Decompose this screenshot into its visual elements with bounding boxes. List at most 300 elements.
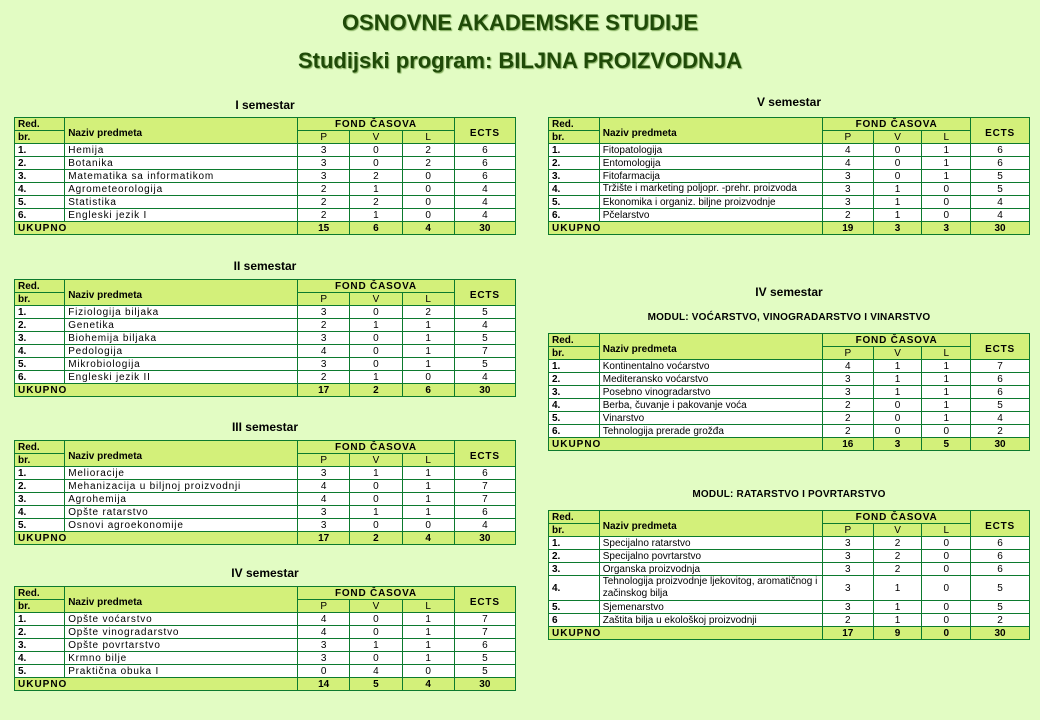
table-row <box>549 170 1030 183</box>
ects-value: 6 <box>971 563 1030 576</box>
header-red-line1: Red. <box>15 441 65 454</box>
hours-p: 4 <box>298 613 350 626</box>
subject-name: Specijalno povrtarstvo <box>599 550 822 563</box>
hours-p: 4 <box>298 345 350 358</box>
total-ects: 30 <box>971 627 1030 640</box>
header-ects: ECTS <box>454 118 515 144</box>
total-row <box>15 678 516 691</box>
header-ects: ECTS <box>971 118 1030 144</box>
table-row <box>549 601 1030 614</box>
table-row <box>15 170 516 183</box>
semester-5-title: V semestar <box>756 95 822 109</box>
header-fond-casova: FOND ČASOVA <box>298 118 455 131</box>
header-l: L <box>402 131 454 144</box>
ects-value: 5 <box>454 665 515 678</box>
ects-value: 6 <box>454 157 515 170</box>
table-row <box>15 157 516 170</box>
total-l: 6 <box>402 384 454 397</box>
header-v: V <box>873 131 922 144</box>
table-row <box>549 157 1030 170</box>
table-row <box>549 563 1030 576</box>
subject-name: Agrometeorologija <box>65 183 298 196</box>
total-ects: 30 <box>971 222 1030 235</box>
header-v: V <box>873 347 922 360</box>
hours-p: 2 <box>822 425 873 438</box>
subject-name: Pedologija <box>65 345 298 358</box>
row-number: 3. <box>15 639 65 652</box>
row-number: 4. <box>549 576 600 601</box>
ects-value: 7 <box>454 626 515 639</box>
header-fond-casova: FOND ČASOVA <box>298 280 455 293</box>
row-number: 3. <box>549 386 600 399</box>
row-number: 2. <box>15 319 65 332</box>
hours-v: 1 <box>873 386 922 399</box>
table-row <box>549 425 1030 438</box>
header-p: P <box>298 131 350 144</box>
row-number: 2. <box>549 550 600 563</box>
table-row <box>15 371 516 384</box>
hours-v: 1 <box>350 467 402 480</box>
hours-l: 1 <box>402 480 454 493</box>
hours-v: 0 <box>350 306 402 319</box>
hours-p: 4 <box>298 626 350 639</box>
header-row <box>549 118 1030 131</box>
row-number: 2. <box>15 626 65 639</box>
header-red-line1: Red. <box>549 118 600 131</box>
table-row <box>15 306 516 319</box>
ects-value: 6 <box>454 467 515 480</box>
total-p: 17 <box>822 627 873 640</box>
row-number: 6. <box>15 371 65 384</box>
ects-value: 6 <box>454 506 515 519</box>
row-number: 4. <box>15 345 65 358</box>
hours-p: 3 <box>298 170 350 183</box>
ects-value: 4 <box>454 519 515 532</box>
hours-p: 4 <box>822 157 873 170</box>
subject-name: Vinarstvo <box>599 412 822 425</box>
header-row <box>15 118 516 131</box>
header-l: L <box>402 454 454 467</box>
total-row <box>15 222 516 235</box>
hours-v: 0 <box>350 626 402 639</box>
hours-v: 1 <box>873 373 922 386</box>
header-fond-casova: FOND ČASOVA <box>822 118 970 131</box>
hours-v: 2 <box>350 196 402 209</box>
header-subject-name: Naziv predmeta <box>65 587 298 613</box>
hours-v: 1 <box>873 209 922 222</box>
table-row <box>15 626 516 639</box>
ects-value: 4 <box>971 412 1030 425</box>
subject-name: Mediteransko voćarstvo <box>599 373 822 386</box>
subject-name: Botanika <box>65 157 298 170</box>
subject-name: Zaštita bilja u ekološkoj proizvodnji <box>599 614 822 627</box>
hours-l: 0 <box>922 209 971 222</box>
hours-v: 1 <box>350 319 402 332</box>
subject-name: Krmno bilje <box>65 652 298 665</box>
row-number: 5. <box>15 196 65 209</box>
ects-value: 5 <box>971 601 1030 614</box>
table-row <box>549 576 1030 601</box>
total-p: 15 <box>298 222 350 235</box>
semester-4-table <box>14 586 516 691</box>
hours-l: 1 <box>402 613 454 626</box>
ects-value: 6 <box>971 537 1030 550</box>
ects-value: 6 <box>971 373 1030 386</box>
header-subject-name: Naziv predmeta <box>65 441 298 467</box>
row-number: 2. <box>549 157 600 170</box>
row-number: 3. <box>549 170 600 183</box>
table-row <box>549 196 1030 209</box>
table-row <box>15 183 516 196</box>
hours-p: 2 <box>822 412 873 425</box>
total-p: 14 <box>298 678 350 691</box>
hours-l: 1 <box>402 639 454 652</box>
total-label: UKUPNO <box>15 678 298 691</box>
subject-name: Mehanizacija u biljnoj proizvodnji <box>65 480 298 493</box>
hours-p: 2 <box>822 614 873 627</box>
header-v: V <box>350 293 402 306</box>
header-red-line1: Red. <box>15 118 65 131</box>
table-row <box>15 639 516 652</box>
header-red-line2: br. <box>15 293 65 306</box>
total-l: 0 <box>922 627 971 640</box>
hours-v: 0 <box>350 480 402 493</box>
table-row <box>549 399 1030 412</box>
hours-p: 2 <box>298 183 350 196</box>
hours-p: 3 <box>298 157 350 170</box>
row-number: 3. <box>15 170 65 183</box>
hours-l: 1 <box>402 332 454 345</box>
total-row <box>549 627 1030 640</box>
row-number: 5. <box>15 519 65 532</box>
subject-name: Pčelarstvo <box>599 209 822 222</box>
table-row <box>15 493 516 506</box>
table-row <box>15 506 516 519</box>
semester-3-title: III semestar <box>231 420 299 434</box>
row-number: 5. <box>15 358 65 371</box>
row-number: 2. <box>15 480 65 493</box>
row-number: 5. <box>549 196 600 209</box>
table-row <box>549 360 1030 373</box>
total-p: 19 <box>822 222 873 235</box>
subject-name: Opšte vinogradarstvo <box>65 626 298 639</box>
ects-value: 4 <box>454 319 515 332</box>
total-v: 5 <box>350 678 402 691</box>
header-subject-name: Naziv predmeta <box>65 280 298 306</box>
hours-v: 1 <box>350 639 402 652</box>
hours-v: 1 <box>873 576 922 601</box>
header-red-line1: Red. <box>549 334 600 347</box>
hours-p: 3 <box>822 373 873 386</box>
row-number: 6 <box>549 614 600 627</box>
table-row <box>15 332 516 345</box>
table-row <box>15 319 516 332</box>
total-label: UKUPNO <box>549 222 823 235</box>
hours-v: 0 <box>350 332 402 345</box>
hours-v: 2 <box>873 537 922 550</box>
semester-5-table <box>548 117 1030 235</box>
ects-value: 5 <box>971 170 1030 183</box>
header-row <box>549 334 1030 347</box>
semester-1-title: I semestar <box>235 98 295 112</box>
ects-value: 6 <box>971 144 1030 157</box>
ects-value: 6 <box>454 639 515 652</box>
total-ects: 30 <box>454 532 515 545</box>
hours-p: 3 <box>298 519 350 532</box>
hours-p: 3 <box>298 144 350 157</box>
header-row <box>15 441 516 454</box>
hours-l: 1 <box>402 345 454 358</box>
hours-p: 2 <box>298 371 350 384</box>
subject-name: Osnovi agroekonomije <box>65 519 298 532</box>
hours-p: 3 <box>298 467 350 480</box>
hours-p: 2 <box>298 319 350 332</box>
row-number: 1. <box>549 144 600 157</box>
header-v: V <box>350 131 402 144</box>
table-row <box>15 613 516 626</box>
subject-name: Ekonomika i organiz. biljne proizvodnje <box>599 196 822 209</box>
hours-p: 2 <box>822 399 873 412</box>
row-number: 3. <box>15 332 65 345</box>
hours-p: 3 <box>298 639 350 652</box>
row-number: 6. <box>549 425 600 438</box>
table-row <box>15 652 516 665</box>
row-number: 1. <box>15 467 65 480</box>
hours-l: 1 <box>922 157 971 170</box>
row-number: 4. <box>15 183 65 196</box>
ects-value: 2 <box>971 425 1030 438</box>
header-ects: ECTS <box>454 280 515 306</box>
total-v: 2 <box>350 384 402 397</box>
hours-p: 2 <box>298 196 350 209</box>
ects-value: 7 <box>971 360 1030 373</box>
subject-name: Fitofarmacija <box>599 170 822 183</box>
hours-p: 4 <box>822 144 873 157</box>
page-subtitle: Studijski program: BILJNA PROIZVODNJA <box>297 48 743 73</box>
total-label: UKUPNO <box>15 222 298 235</box>
header-ects: ECTS <box>971 334 1030 360</box>
hours-p: 2 <box>822 209 873 222</box>
hours-l: 1 <box>922 412 971 425</box>
subject-name: Engleski jezik II <box>65 371 298 384</box>
row-number: 1. <box>15 306 65 319</box>
header-red-line2: br. <box>549 131 600 144</box>
header-red-line1: Red. <box>15 587 65 600</box>
hours-p: 4 <box>298 493 350 506</box>
hours-v: 0 <box>350 613 402 626</box>
header-fond-casova: FOND ČASOVA <box>298 441 455 454</box>
hours-v: 4 <box>350 665 402 678</box>
ects-value: 4 <box>454 209 515 222</box>
hours-l: 1 <box>402 493 454 506</box>
hours-v: 0 <box>873 425 922 438</box>
hours-l: 1 <box>402 319 454 332</box>
hours-l: 2 <box>402 157 454 170</box>
subject-name: Entomologija <box>599 157 822 170</box>
ects-value: 5 <box>454 306 515 319</box>
ects-value: 5 <box>454 332 515 345</box>
total-p: 16 <box>822 438 873 451</box>
hours-p: 3 <box>298 652 350 665</box>
header-p: P <box>822 131 873 144</box>
page-title: OSNOVNE AKADEMSKE STUDIJE <box>341 10 699 35</box>
total-p: 17 <box>298 384 350 397</box>
ects-value: 4 <box>454 183 515 196</box>
header-p: P <box>298 600 350 613</box>
subject-name: Fitopatologija <box>599 144 822 157</box>
header-subject-name: Naziv predmeta <box>599 334 822 360</box>
subject-name: Matematika sa informatikom <box>65 170 298 183</box>
hours-l: 1 <box>402 358 454 371</box>
subject-name: Praktična obuka I <box>65 665 298 678</box>
table-row <box>15 144 516 157</box>
table-row <box>549 144 1030 157</box>
module-2-table <box>548 510 1030 640</box>
row-number: 1. <box>15 144 65 157</box>
header-fond-casova: FOND ČASOVA <box>822 334 970 347</box>
hours-l: 0 <box>922 550 971 563</box>
ects-value: 6 <box>454 144 515 157</box>
subject-name: Mikrobiologija <box>65 358 298 371</box>
hours-l: 0 <box>922 183 971 196</box>
total-v: 3 <box>873 222 922 235</box>
hours-v: 2 <box>873 550 922 563</box>
table-row <box>549 550 1030 563</box>
header-row <box>549 511 1030 524</box>
total-ects: 30 <box>454 222 515 235</box>
hours-p: 3 <box>822 183 873 196</box>
hours-v: 2 <box>350 170 402 183</box>
header-p: P <box>822 524 873 537</box>
row-number: 4. <box>549 399 600 412</box>
hours-l: 2 <box>402 144 454 157</box>
hours-l: 1 <box>922 373 971 386</box>
module-2-title: MODUL: RATARSTVO I POVRTARSTVO <box>692 489 886 500</box>
header-red-line2: br. <box>15 600 65 613</box>
table-row <box>549 373 1030 386</box>
subject-name: Tehnologija proizvodnje ljekovitog, aromatičnog i začinskog bilja <box>599 576 822 601</box>
total-l: 4 <box>402 222 454 235</box>
subject-name: Fiziologija biljaka <box>65 306 298 319</box>
hours-p: 3 <box>298 332 350 345</box>
hours-v: 0 <box>350 652 402 665</box>
hours-l: 1 <box>402 467 454 480</box>
ects-value: 2 <box>971 614 1030 627</box>
header-ects: ECTS <box>454 441 515 467</box>
row-number: 3. <box>549 563 600 576</box>
header-red-line1: Red. <box>549 511 600 524</box>
hours-p: 3 <box>298 506 350 519</box>
row-number: 6. <box>549 209 600 222</box>
subject-name: Opšte povrtarstvo <box>65 639 298 652</box>
hours-v: 0 <box>350 519 402 532</box>
total-v: 3 <box>873 438 922 451</box>
hours-l: 0 <box>402 170 454 183</box>
hours-l: 0 <box>402 519 454 532</box>
header-p: P <box>298 454 350 467</box>
hours-v: 0 <box>350 358 402 371</box>
total-label: UKUPNO <box>549 627 823 640</box>
hours-p: 3 <box>822 550 873 563</box>
ects-value: 5 <box>971 576 1030 601</box>
hours-v: 0 <box>350 157 402 170</box>
table-row <box>15 209 516 222</box>
total-row <box>15 384 516 397</box>
row-number: 4. <box>15 652 65 665</box>
row-number: 5. <box>15 665 65 678</box>
total-ects: 30 <box>454 384 515 397</box>
total-ects: 30 <box>971 438 1030 451</box>
hours-p: 0 <box>298 665 350 678</box>
row-number: 6. <box>15 209 65 222</box>
hours-l: 1 <box>402 506 454 519</box>
subject-name: Hemija <box>65 144 298 157</box>
row-number: 1. <box>15 613 65 626</box>
hours-p: 3 <box>822 170 873 183</box>
header-l: L <box>402 293 454 306</box>
row-number: 5. <box>549 601 600 614</box>
table-row <box>15 480 516 493</box>
header-fond-casova: FOND ČASOVA <box>298 587 455 600</box>
hours-l: 0 <box>922 537 971 550</box>
subject-name: Kontinentalno voćarstvo <box>599 360 822 373</box>
total-v: 6 <box>350 222 402 235</box>
table-row <box>549 537 1030 550</box>
header-v: V <box>350 454 402 467</box>
header-red-line2: br. <box>549 524 600 537</box>
subject-name: Tehnologija prerade grožđa <box>599 425 822 438</box>
hours-p: 3 <box>298 358 350 371</box>
hours-v: 1 <box>873 183 922 196</box>
hours-l: 1 <box>922 144 971 157</box>
hours-p: 4 <box>822 360 873 373</box>
header-v: V <box>873 524 922 537</box>
row-number: 1. <box>549 360 600 373</box>
module-1-table <box>548 333 1030 451</box>
hours-v: 1 <box>873 360 922 373</box>
hours-l: 0 <box>402 183 454 196</box>
semester-2-title: II semestar <box>233 259 297 273</box>
hours-v: 1 <box>350 371 402 384</box>
hours-p: 2 <box>298 209 350 222</box>
ects-value: 5 <box>971 399 1030 412</box>
subject-name: Posebno vinogradarstvo <box>599 386 822 399</box>
hours-l: 0 <box>402 665 454 678</box>
subject-name: Melioracije <box>65 467 298 480</box>
hours-l: 0 <box>402 371 454 384</box>
header-red-line2: br. <box>549 347 600 360</box>
ects-value: 7 <box>454 613 515 626</box>
ects-value: 6 <box>454 170 515 183</box>
module-1-title: MODUL: VOĆARSTVO, VINOGRADARSTVO I VINARSTVO <box>647 312 931 323</box>
hours-p: 4 <box>298 480 350 493</box>
header-red-line1: Red. <box>15 280 65 293</box>
ects-value: 6 <box>971 157 1030 170</box>
table-row <box>15 665 516 678</box>
semester-3-table <box>14 440 516 545</box>
semester-1-table <box>14 117 516 235</box>
header-v: V <box>350 600 402 613</box>
ects-value: 4 <box>971 209 1030 222</box>
total-p: 17 <box>298 532 350 545</box>
header-l: L <box>922 524 971 537</box>
subject-name: Genetika <box>65 319 298 332</box>
total-ects: 30 <box>454 678 515 691</box>
hours-l: 0 <box>402 196 454 209</box>
ects-value: 6 <box>971 386 1030 399</box>
total-v: 2 <box>350 532 402 545</box>
table-row <box>549 412 1030 425</box>
